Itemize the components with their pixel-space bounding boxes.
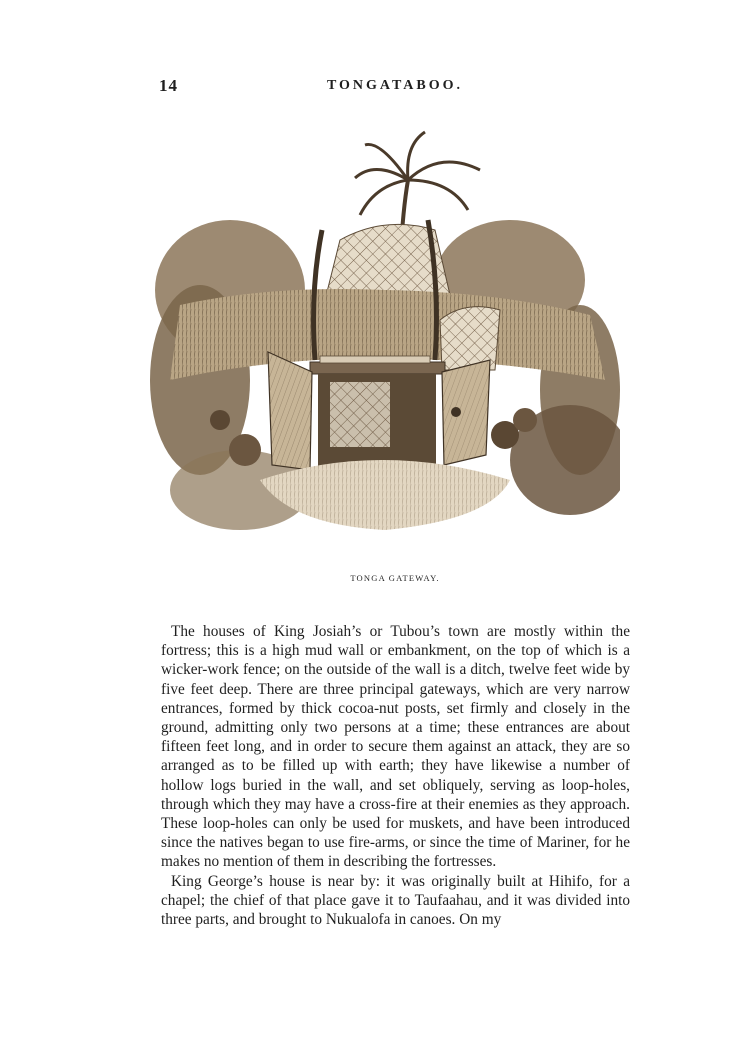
tonga-gateway-engraving	[150, 120, 620, 560]
figure-caption: TONGA GATEWAY.	[350, 573, 440, 583]
paragraph-2: King George’s house is near by: it was originally built at Hihifo, for a chapel; the chief of that place gave it to Taufaahau, and it was divided into three parts, and brought to Nukualofa in canoes. On my	[161, 872, 630, 929]
gate-lintel	[310, 362, 445, 374]
body-text	[161, 622, 630, 929]
running-title: TONGATABOO.	[326, 78, 464, 93]
paragraph-1: The houses of King Josiah’s or Tubou’s town are mostly within the fortress; this is a high mud wall or embankment, on the top of which is a wicker-work fence; on the outside of the wall is a ditch, twelve feet wide by five feet deep. There are three principal gateways, which are very narrow entrances, formed by thick cocoa-nut posts, set firmly and closely in the ground, admitting only two persons at a time; these entrances are about fifteen feet long, and in order to secure them against an attack, they are so arranged as to be filled up with earth; they have likewise a number of hollow logs buried in the wall, and set obliquely, serving as loop-holes, through which they may have a cross-fire at their enemies as they approach. These loop-holes can only be used for muskets, and have been introduced since the natives began to use fire-arms, or since the time of Mariner, for he makes no mention of them in describing the fortresses.	[161, 623, 630, 871]
page-number: 14	[159, 76, 178, 95]
loop-hole	[451, 407, 461, 417]
right-gate-lattice	[440, 307, 500, 370]
